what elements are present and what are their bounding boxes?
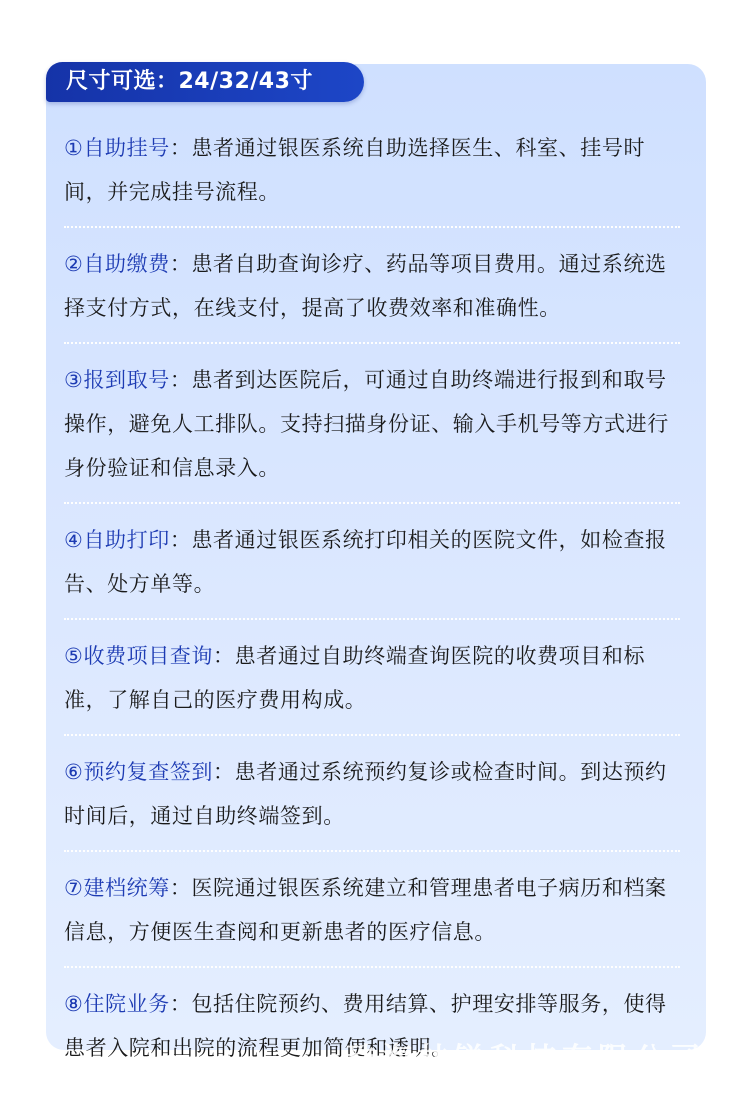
feature-item-self-payment: ②自助缴费：患者自助查询诊疗、药品等项目费用。通过系统选择支付方式，在线支付，提高了收费效率和准确性。	[64, 242, 684, 344]
item-description: 患者通过银医系统自助选择医生、科室、挂号时间，并完成挂号流程。	[64, 136, 646, 204]
feature-item-self-print: ④自助打印：患者通过银医系统打印相关的医院文件，如检查报告、处方单等。	[64, 518, 684, 620]
size-options-badge: 尺寸可选：24/32/43寸	[46, 62, 364, 102]
item-title: 自助打印	[83, 528, 170, 552]
item-number: ③	[64, 368, 84, 392]
item-number: ⑤	[64, 644, 84, 668]
feature-item-fee-query: ⑤收费项目查询：患者通过自助终端查询医院的收费项目和标准，了解自己的医疗费用构成。	[64, 634, 684, 736]
item-description: 患者通过银医系统打印相关的医院文件，如检查报告、处方单等。	[64, 528, 667, 596]
feature-list	[64, 126, 684, 1098]
item-description: 包括住院预约、费用结算、护理安排等服务，使得患者入院和出院的流程更加简便和透明。	[64, 992, 667, 1060]
item-description: 医院通过银医系统建立和管理患者电子病历和档案信息，方便医生查阅和更新患者的医疗信息。	[64, 876, 667, 944]
item-description: 患者到达医院后，可通过自助终端进行报到和取号操作，避免人工排队。支持扫描身份证、输入手机号等方式进行身份验证和信息录入。	[64, 368, 669, 480]
item-title: 自助挂号	[83, 136, 170, 160]
company-watermark: 珠海林锐科技有限公司	[346, 1042, 706, 1077]
feature-item-self-registration: ①自助挂号：患者通过银医系统自助选择医生、科室、挂号时间，并完成挂号流程。	[64, 126, 684, 228]
feature-item-appointment-checkin: ⑥预约复查签到：患者通过系统预约复诊或检查时间。到达预约时间后，通过自助终端签到。	[64, 750, 684, 852]
item-number: ⑦	[64, 876, 84, 900]
item-description: 患者通过自助终端查询医院的收费项目和标准，了解自己的医疗费用构成。	[64, 644, 646, 712]
item-description: 患者自助查询诊疗、药品等项目费用。通过系统选择支付方式，在线支付，提高了收费效率和准确性。	[64, 252, 667, 320]
item-number: ①	[64, 136, 84, 160]
item-title: 预约复查签到	[83, 760, 214, 784]
feature-item-records: ⑦建档统筹：医院通过银医系统建立和管理患者电子病历和档案信息，方便医生查阅和更新患者的医疗信息。	[64, 866, 684, 968]
item-number: ②	[64, 252, 84, 276]
item-number: ④	[64, 528, 84, 552]
item-title: 报到取号	[83, 368, 170, 392]
feature-item-checkin-ticket: ③报到取号：患者到达医院后，可通过自助终端进行报到和取号操作，避免人工排队。支持扫描身份证、输入手机号等方式进行身份验证和信息录入。	[64, 358, 684, 504]
feature-item-inpatient: ⑧住院业务：包括住院预约、费用结算、护理安排等服务，使得患者入院和出院的流程更加简便和透明。	[64, 992, 667, 1060]
item-number: ⑥	[64, 760, 84, 784]
item-description: 患者通过系统预约复诊或检查时间。到达预约时间后，通过自助终端签到。	[64, 760, 667, 828]
item-title: 自助缴费	[83, 252, 170, 276]
item-title: 建档统筹	[83, 876, 170, 900]
item-title: 住院业务	[83, 992, 170, 1016]
item-title: 收费项目查询	[83, 644, 214, 668]
item-number: ⑧	[64, 992, 84, 1016]
